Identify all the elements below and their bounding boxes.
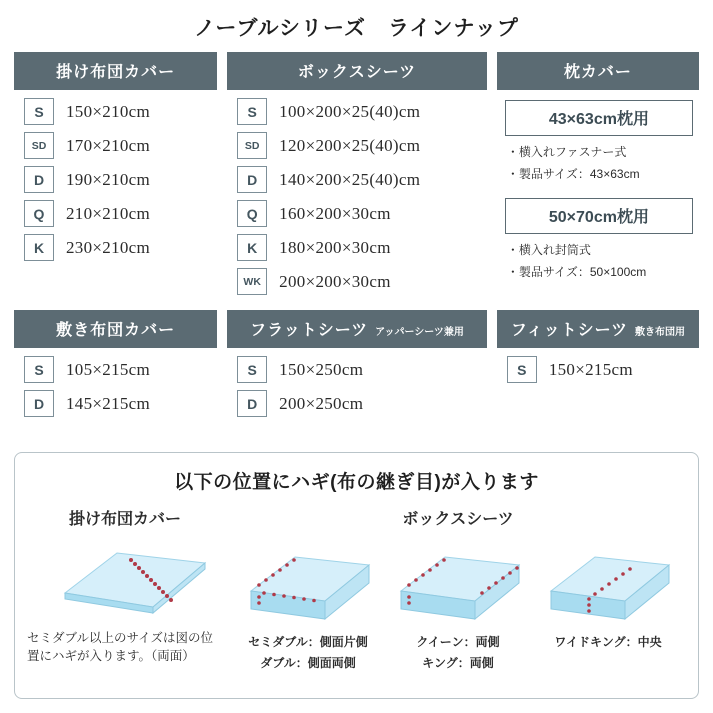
section-title: 掛け布団カバー (56, 64, 176, 81)
figure-caption-line1: ワイドキング：中央 (554, 635, 662, 649)
size-badge: SD (24, 132, 54, 159)
section-title: 敷き布団カバー (56, 322, 176, 339)
list-item (24, 390, 217, 417)
figure-semi-double-double (233, 535, 383, 673)
list-item (237, 98, 487, 125)
figure-queen-king (383, 535, 533, 673)
section-body (497, 348, 699, 394)
note-left-caption: セミダブル以上のサイズは図の位置にハギが入ります。（両面） (27, 631, 214, 664)
list-item (24, 356, 217, 383)
section-body (14, 348, 217, 428)
list-item (237, 390, 487, 417)
section-fitted-sheets (497, 310, 699, 428)
section-subtitle: 敷き布団用 (634, 327, 685, 338)
size-badge: S (24, 98, 54, 125)
pillow-note: ・製品サイズ：43×63cm (506, 167, 640, 181)
list-item (24, 234, 217, 261)
list-item (24, 200, 217, 227)
duvet-cover-diagram (25, 535, 225, 625)
note-columns (15, 500, 698, 673)
section-body (227, 348, 487, 428)
box-sheet-figures (225, 535, 691, 673)
section-subtitle: アッパーシーツ兼用 (375, 327, 464, 338)
note-right-column (225, 502, 691, 673)
size-badge: S (24, 356, 54, 383)
size-badge: D (24, 166, 54, 193)
figure-wide-king (533, 535, 683, 673)
size-value: 200×200×30cm (279, 271, 391, 291)
figure-caption-line1: クイーン：両側 (416, 635, 500, 649)
note-right-subtitle: ボックスシーツ (402, 511, 514, 528)
section-pillow-cover (497, 52, 699, 306)
size-badge: Q (237, 200, 267, 227)
size-value: 145×215cm (66, 393, 151, 413)
pillow-note: ・横入れファスナー式 (506, 145, 627, 159)
page-title: ノーブルシリーズ ラインナップ (194, 17, 519, 40)
size-badge: S (507, 356, 537, 383)
list-item (24, 98, 217, 125)
size-badge: SD (237, 132, 267, 159)
section-body (14, 90, 217, 272)
size-value: 100×200×25(40)cm (279, 101, 421, 121)
list-item (237, 356, 487, 383)
size-value: 140×200×25(40)cm (279, 169, 421, 189)
size-badge: K (237, 234, 267, 261)
note-left-subtitle: 掛け布団カバー (68, 511, 181, 528)
size-value: 200×250cm (279, 393, 364, 413)
figure-caption-line2: キング：両側 (422, 656, 494, 671)
size-badge: WK (237, 268, 267, 295)
size-value: 180×200×30cm (279, 237, 391, 257)
size-badge: D (237, 390, 267, 417)
section-title: ボックスシーツ (297, 64, 417, 81)
list-item (237, 268, 487, 295)
list-item (24, 166, 217, 193)
list-item (237, 132, 487, 159)
figure-caption-line2: ダブル：側面両側 (260, 656, 356, 671)
list-item (24, 132, 217, 159)
list-item (237, 166, 487, 193)
size-value: 210×210cm (66, 203, 151, 223)
size-badge: Q (24, 200, 54, 227)
size-badge: D (24, 390, 54, 417)
size-value: 105×215cm (66, 359, 151, 379)
section-title: フラットシーツ (250, 322, 369, 339)
section-header (227, 52, 487, 90)
size-value: 120×200×25(40)cm (279, 135, 421, 155)
size-badge: K (24, 234, 54, 261)
section-header (497, 52, 699, 90)
note-left-column (25, 502, 225, 673)
note-title: 以下の位置にハギ(布の継ぎ目)が入ります (174, 472, 539, 493)
size-value: 190×210cm (66, 169, 151, 189)
section-header (14, 310, 217, 348)
section-title: フィットシーツ (510, 322, 628, 339)
section-shiki-futon-cover (14, 310, 217, 428)
size-value: 150×215cm (548, 359, 633, 379)
section-box-sheets (227, 52, 487, 306)
section-row-2 (0, 310, 713, 428)
section-title: 枕カバー (563, 64, 632, 81)
size-value: 160×200×30cm (279, 203, 391, 223)
section-body (227, 90, 487, 306)
figure-caption-line1: セミダブル：側面片側 (248, 635, 368, 649)
pillow-note: ・横入れ封筒式 (506, 243, 591, 257)
list-item (237, 234, 487, 261)
section-row-1 (0, 52, 713, 306)
size-value: 150×210cm (66, 101, 151, 121)
section-header (227, 310, 487, 348)
pillow-size-label: 43×63cm枕用 (505, 100, 693, 136)
size-badge: S (237, 98, 267, 125)
list-item (237, 200, 487, 227)
section-header (497, 310, 699, 348)
seam-note-box (14, 452, 699, 699)
pillow-size-label: 50×70cm枕用 (505, 198, 693, 234)
section-header (14, 52, 217, 90)
spacer (503, 187, 695, 196)
size-badge: S (237, 356, 267, 383)
size-badge: D (237, 166, 267, 193)
section-body (497, 90, 699, 280)
section-kake-futon-cover (14, 52, 217, 306)
size-value: 170×210cm (66, 135, 151, 155)
size-value: 230×210cm (66, 237, 151, 257)
list-item (507, 356, 699, 383)
size-value: 150×250cm (279, 359, 364, 379)
pillow-note: ・製品サイズ：50×100cm (506, 265, 647, 279)
section-flat-sheets (227, 310, 487, 428)
